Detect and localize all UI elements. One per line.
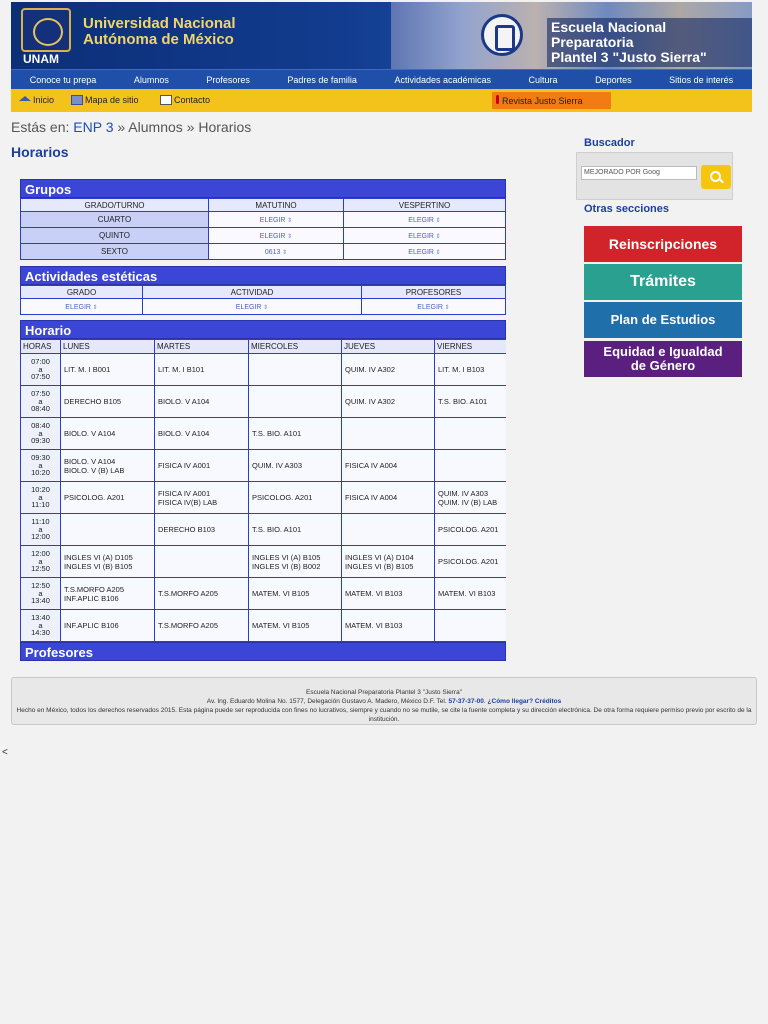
class-cell: INGLES VI (A) D105 INGLES VI (B) B105 [61, 546, 155, 578]
class-cell: BIOLO. V A104 [155, 386, 249, 418]
otras-secciones-title: Otras secciones [584, 203, 669, 215]
vespertino-select[interactable]: ELEGIR ⇕ [408, 249, 440, 256]
actividades-header-grado: GRADO [21, 286, 143, 299]
inicio-link[interactable] [19, 95, 54, 105]
table-row [21, 514, 507, 546]
nav-item-cultura[interactable]: Cultura [528, 74, 558, 85]
class-cell: FISICA IV A004 [342, 450, 435, 482]
table-row [21, 450, 507, 482]
class-cell: FISICA IV A001 FISICA IV(B) LAB [155, 482, 249, 514]
mail-icon [160, 95, 172, 105]
breadcrumb-current: Horarios [198, 119, 252, 135]
nav-item-actividades[interactable]: Actividades académicas [394, 74, 492, 85]
class-cell: LIT. M. I B101 [155, 354, 249, 386]
reinscripciones-banner[interactable]: Reinscripciones [584, 226, 742, 262]
revista-link[interactable]: Revista Justo Sierra [492, 92, 611, 109]
class-cell [249, 386, 342, 418]
contacto-label: Contacto [174, 95, 211, 105]
main-nav [11, 69, 752, 89]
matutino-select[interactable]: ELEGIR ⇕ [260, 233, 292, 240]
nav-item-profesores[interactable]: Profesores [206, 74, 250, 85]
class-cell: PSICOLOG. A201 [435, 514, 507, 546]
school-name-line1: Escuela Nacional Preparatoria [551, 19, 667, 50]
vespertino-select[interactable]: ELEGIR ⇕ [408, 233, 440, 240]
breadcrumb-separator: » [117, 119, 126, 135]
class-cell [342, 514, 435, 546]
class-cell: T.S. BIO. A101 [249, 514, 342, 546]
time-cell: 07:00 a 07:50 [21, 354, 61, 386]
class-cell: MATEM. VI B105 [249, 610, 342, 642]
class-cell: FISICA IV A004 [342, 482, 435, 514]
class-cell: T.S.MORFO A205 INF.APLIC B106 [61, 578, 155, 610]
actividades-header-actividad: ACTIVIDAD [143, 286, 362, 299]
university-name-line1: Universidad Nacional [83, 15, 236, 32]
unam-shield-icon[interactable] [21, 8, 71, 52]
unam-label: UNAM [23, 52, 59, 66]
class-cell: INGLES VI (A) B105 INGLES VI (B) B002 [249, 546, 342, 578]
actividades-table [20, 285, 506, 315]
class-cell: QUIM. IV A302 [342, 386, 435, 418]
footer-address: Av. Ing. Eduardo Molina No. 1577, Delegación Gustavo A. Madero, México D.F. Tel. 57-37-37-00. ¿Cómo llegar? Créditos [206, 698, 562, 705]
enp-logo-icon[interactable] [481, 14, 523, 56]
utility-bar [11, 89, 752, 112]
table-row [21, 354, 507, 386]
profesores-title: Profesores [20, 642, 506, 661]
table-row [21, 418, 507, 450]
table-row [21, 578, 507, 610]
horario-section [20, 320, 506, 642]
horario-table [20, 339, 506, 642]
horario-title: Horario [20, 320, 506, 339]
class-cell: T.S.MORFO A205 [155, 610, 249, 642]
sitemap-icon [71, 95, 83, 105]
inicio-label: Inicio [33, 95, 55, 105]
page-title: Horarios [11, 144, 69, 160]
class-cell [155, 546, 249, 578]
actividades-header-profesores: PROFESORES [362, 286, 506, 299]
class-cell: T.S.MORFO A205 [155, 578, 249, 610]
mapa-link[interactable] [71, 95, 139, 105]
footer-school: Escuela Nacional Preparatoria Plantel 3 "Justo Sierra" [306, 689, 462, 696]
matutino-select[interactable]: ELEGIR ⇕ [260, 217, 292, 224]
class-cell: DERECHO B105 [61, 386, 155, 418]
class-cell [249, 354, 342, 386]
stray-text: < [2, 747, 8, 758]
horario-header: MARTES [155, 340, 249, 354]
time-cell: 10:20 a 11:10 [21, 482, 61, 514]
time-cell: 13:40 a 14:30 [21, 610, 61, 642]
class-cell: PSICOLOG. A201 [61, 482, 155, 514]
vespertino-select[interactable]: ELEGIR ⇕ [408, 217, 440, 224]
header-banner [11, 2, 752, 69]
horario-header: VIERNES [435, 340, 507, 354]
horario-header: HORAS [21, 340, 61, 354]
footer-address-text: Av. Ing. Eduardo Molina No. 1577, Delegación Gustavo A. Madero, México D.F. Tel. [206, 698, 447, 705]
nav-item-sitios[interactable]: Sitios de interés [669, 74, 734, 85]
horario-header: JUEVES [342, 340, 435, 354]
nav-item-padres[interactable]: Padres de familia [287, 74, 357, 85]
grupos-row-label: CUARTO [21, 212, 209, 228]
nav-item-deportes[interactable]: Deportes [595, 74, 632, 85]
plan-estudios-banner[interactable]: Plan de Estudios [584, 302, 742, 338]
breadcrumb [11, 119, 251, 135]
nav-item-alumnos[interactable]: Alumnos [133, 74, 169, 85]
university-name[interactable] [83, 16, 236, 48]
class-cell: INGLES VI (A) D104 INGLES VI (B) B105 [342, 546, 435, 578]
breadcrumb-separator: » [186, 119, 195, 135]
profesores-select[interactable]: ELEGIR ⇕ [417, 304, 449, 311]
table-row [21, 610, 507, 642]
class-cell: QUIM. IV A303 QUIM. IV (B) LAB [435, 482, 507, 514]
grupos-header-matutino: MATUTINO [209, 199, 344, 212]
actividad-select[interactable]: ELEGIR ⇕ [236, 304, 268, 311]
class-cell [435, 450, 507, 482]
mapa-label: Mapa de sitio [85, 95, 139, 105]
profesores-section [20, 642, 506, 664]
school-name-line2: Plantel 3 "Justo Sierra" [551, 49, 707, 65]
class-cell: T.S. BIO. A101 [249, 418, 342, 450]
grupos-table [20, 198, 506, 260]
footer-credits-link[interactable]: Créditos [534, 698, 562, 705]
time-cell: 12:00 a 12:50 [21, 546, 61, 578]
class-cell [342, 418, 435, 450]
equidad-banner[interactable]: Equidad e Igualdad de Género [584, 341, 742, 377]
class-cell: BIOLO. V A104 BIOLO. V (B) LAB [61, 450, 155, 482]
school-name [547, 18, 752, 67]
time-cell: 07:50 a 08:40 [21, 386, 61, 418]
breadcrumb-alumnos: Alumnos [128, 119, 183, 135]
search-box [576, 152, 733, 200]
table-row [21, 546, 507, 578]
class-cell: PSICOLOG. A201 [249, 482, 342, 514]
class-cell: FISICA IV A001 [155, 450, 249, 482]
class-cell: QUIM. IV A303 [249, 450, 342, 482]
grupos-title: Grupos [20, 179, 506, 198]
horario-header: LUNES [61, 340, 155, 354]
class-cell: T.S. BIO. A101 [435, 386, 507, 418]
footer [11, 677, 757, 725]
class-cell: LIT. M. I B001 [61, 354, 155, 386]
buscador-title: Buscador [584, 137, 635, 149]
tramites-banner[interactable]: Trámites [584, 264, 742, 300]
actividades-title: Actividades estéticas [20, 266, 506, 285]
search-input[interactable]: MEJORADO POR Goog [581, 166, 697, 180]
horario-header: MIERCOLES [249, 340, 342, 354]
grado-select[interactable]: ELEGIR ⇕ [65, 304, 97, 311]
table-row [21, 386, 507, 418]
footer-phone-link[interactable]: 57-37-37-00 [448, 698, 484, 705]
grupos-section [20, 179, 506, 260]
time-cell: 11:10 a 12:00 [21, 514, 61, 546]
footer-legal: Hecho en México, todos los derechos reservados 2015. Esta página puede ser reproducida con fines no lucrativos, siempre y cuando no se mutile, se cite la fuente completa y su dirección electrónica. De otra forma requiere permiso previo por escrito de la institución. [16, 707, 752, 723]
class-cell [61, 514, 155, 546]
class-cell: QUIM. IV A302 [342, 354, 435, 386]
footer-directions-link[interactable]: ¿Cómo llegar? [487, 698, 534, 705]
class-cell: MATEM. VI B105 [249, 578, 342, 610]
home-icon [19, 96, 31, 101]
class-cell: MATEM. VI B103 [435, 578, 507, 610]
time-cell: 09:30 a 10:20 [21, 450, 61, 482]
grupos-header-grado: GRADO/TURNO [21, 199, 209, 212]
class-cell: INF.APLIC B106 [61, 610, 155, 642]
breadcrumb-prefix: Estás en: [11, 119, 70, 135]
class-cell: MATEM. VI B103 [342, 610, 435, 642]
breadcrumb-home-link[interactable]: ENP 3 [73, 119, 114, 135]
class-cell: LIT. M. I B103 [435, 354, 507, 386]
class-cell: MATEM. VI B103 [342, 578, 435, 610]
class-cell: BIOLO. V A104 [61, 418, 155, 450]
class-cell [435, 610, 507, 642]
class-cell: BIOLO. V A104 [155, 418, 249, 450]
search-button[interactable] [701, 165, 731, 189]
class-cell: DERECHO B103 [155, 514, 249, 546]
nav-item-conoce[interactable]: Conoce tu prepa [29, 74, 97, 85]
matutino-select[interactable]: 0613 ⇕ [265, 249, 287, 256]
actividades-section [20, 266, 506, 315]
time-cell: 12:50 a 13:40 [21, 578, 61, 610]
time-cell: 08:40 a 09:30 [21, 418, 61, 450]
contacto-link[interactable] [160, 95, 210, 105]
class-cell [435, 418, 507, 450]
grupos-row-label: SEXTO [21, 244, 209, 260]
table-row [21, 482, 507, 514]
grupos-header-vespertino: VESPERTINO [344, 199, 506, 212]
class-cell: PSICOLOG. A201 [435, 546, 507, 578]
university-name-line2: Autónoma de México [83, 31, 234, 48]
grupos-row-label: QUINTO [21, 228, 209, 244]
